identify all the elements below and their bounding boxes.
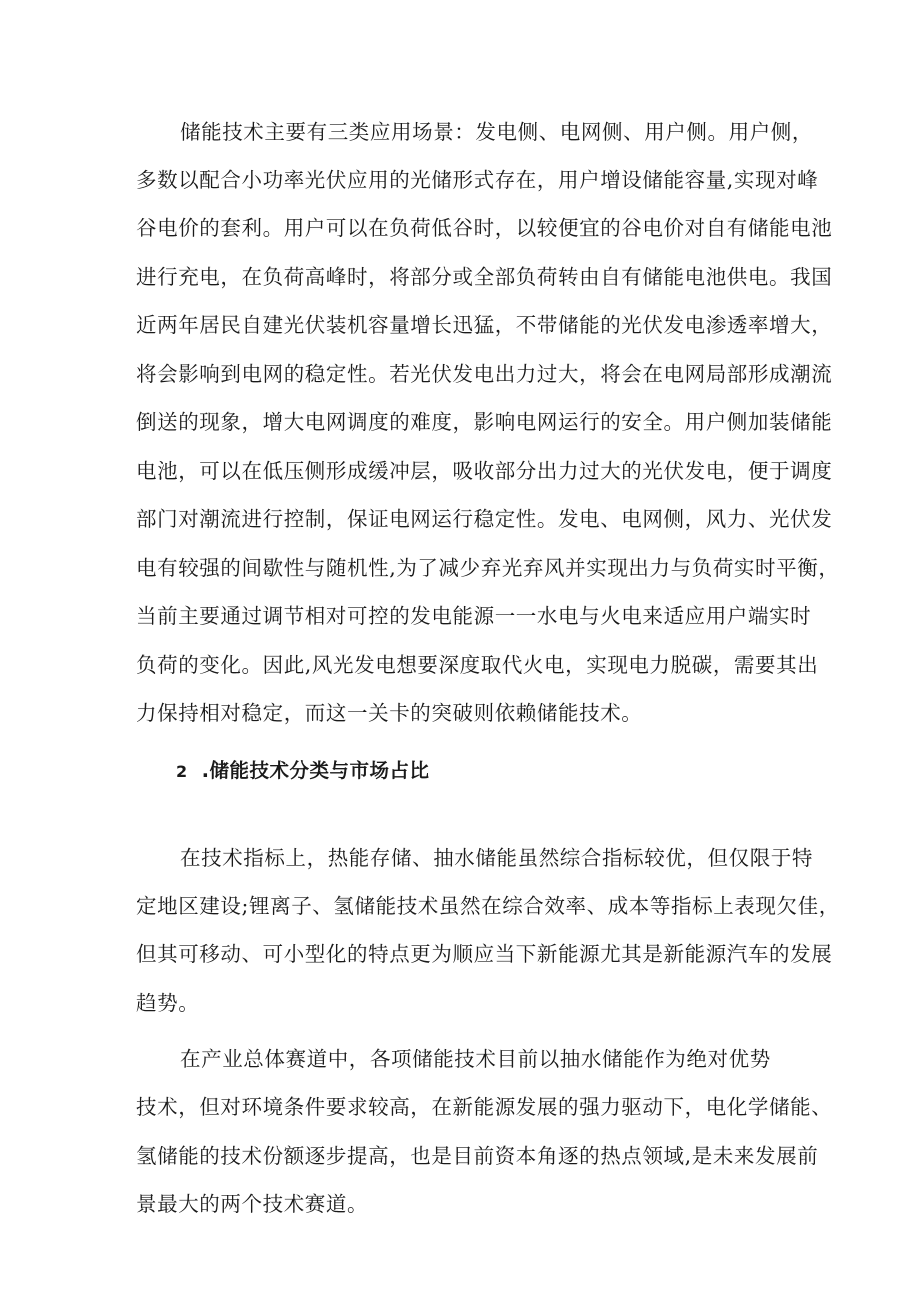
paragraph-line: 景最大的两个技术赛道。	[136, 1192, 369, 1216]
paragraph-line: 在技术指标上，热能存储、抽水储能虽然综合指标较优，但仅限于特	[180, 846, 813, 870]
paragraph-line: 在产业总体赛道中，各项储能技术目前以抽水储能作为绝对优势	[180, 1047, 771, 1071]
paragraph-line: 多数以配合小功率光伏应用的光储形式存在，用户增设储能容量,实现对峰	[136, 168, 819, 192]
section-title: .储能技术分类与市场占比	[201, 759, 430, 782]
paragraph-line: 谷电价的套利。用户可以在负荷低谷时，以较便宜的谷电价对自有储能电池	[136, 216, 833, 240]
section-heading	[176, 758, 430, 785]
paragraph-line: 负荷的变化。因此,风光发电想要深度取代火电，实现电力脱碳，需要其出	[136, 653, 819, 677]
paragraph-line: 电有较强的间歇性与随机性,为了减少弃光弃风并实现出力与负荷实时平衡，	[136, 556, 840, 580]
paragraph-line: 当前主要通过调节相对可控的发电能源一一水电与火电来适应用户端实时	[136, 604, 812, 628]
paragraph-line: 将会影响到电网的稳定性。若光伏发电出力过大，将会在电网局部形成潮流	[136, 362, 833, 386]
paragraph-line: 技术，但对环境条件要求较高，在新能源发展的强力驱动下，电化学储能、	[136, 1095, 833, 1119]
section-number: 2	[176, 762, 188, 781]
paragraph-line: 部门对潮流进行控制，保证电网运行稳定性。发电、电网侧，风力、光伏发	[136, 507, 833, 531]
paragraph-line: 氢储能的技术份额逐步提高，也是目前资本角逐的热点领域,是未来发展前	[136, 1144, 819, 1168]
paragraph-line: 趋势。	[136, 991, 200, 1015]
paragraph-line: 倒送的现象，增大电网调度的难度，影响电网运行的安全。用户侧加装储能	[136, 410, 833, 434]
paragraph-line: 但其可移动、可小型化的特点更为顺应当下新能源尤其是新能源汽车的发展	[136, 942, 833, 966]
paragraph-line: 定地区建设;锂离子、氢储能技术虽然在综合效率、成本等指标上表现欠佳，	[136, 894, 840, 918]
paragraph-line: 进行充电，在负荷高峰时，将部分或全部负荷转由自有储能电池供电。我国	[136, 265, 833, 289]
paragraph-line: 储能技术主要有三类应用场景：发电侧、电网侧、用户侧。用户侧，	[180, 120, 813, 144]
paragraph-line: 近两年居民自建光伏装机容量增长迅猛，不带储能的光伏发电渗透率增大，	[136, 313, 833, 337]
paragraph-line: 力保持相对稳定，而这一关卡的突破则依赖储能技术。	[136, 701, 643, 725]
paragraph-line: 电池，可以在低压侧形成缓冲层，吸收部分出力过大的光伏发电，便于调度	[136, 459, 833, 483]
